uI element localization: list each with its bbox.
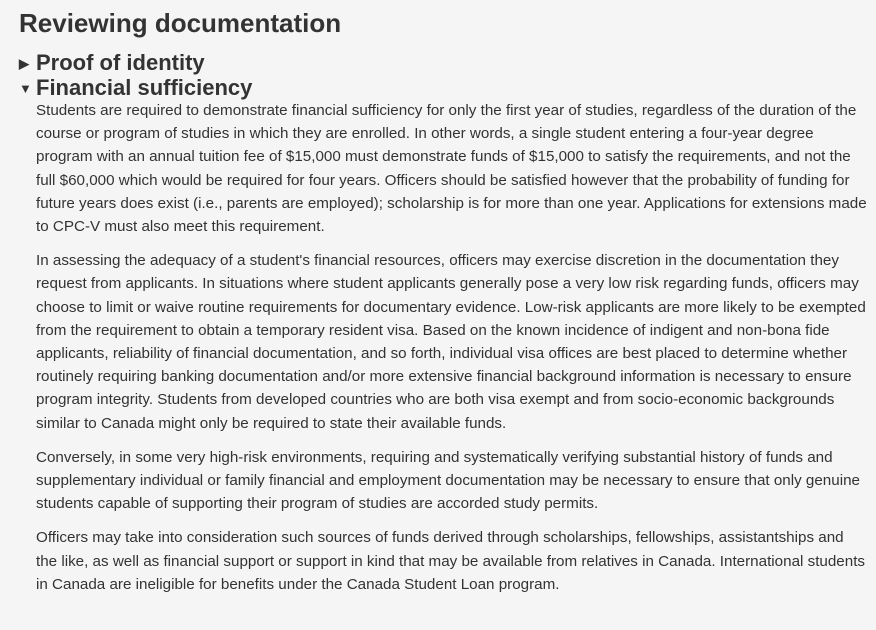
triangle-right-icon: ▶ [19, 55, 29, 71]
section-label: Financial sufficiency [36, 75, 253, 100]
triangle-down-icon: ▼ [19, 80, 32, 96]
section-toggle-financial-sufficiency[interactable] [19, 75, 252, 101]
paragraph: Students are required to demonstrate financial sufficiency for only the first year of studies, regardless of the duration of the course or program of studies in which they are enrolled. In other words, a single student entering a four-year degree program with an annual tuition fee of $15,000 must demonstrate funds of $15,000 to satisfy the requirements, and not the full $60,000 which would be required for four years. Officers should be satisfied however that the probability of funding for future years does exist (i.e., parents are employed); scholarship is for more than one year. Applications for extensions made to CPC-V must also meet this requirement. [36, 102, 867, 236]
section-label: Proof of identity [36, 50, 205, 75]
page-title: Reviewing documentation [19, 8, 342, 38]
section-content-financial-sufficiency [36, 99, 868, 607]
section-toggle-proof-of-identity[interactable] [19, 50, 205, 76]
paragraph: Conversely, in some very high-risk environments, requiring and systematically verifying substantial history of funds and supplementary individual or family financial and employment documentation may be necessary to ensure that only genuine students capable of supporting their program of studies are accorded study permits. [36, 448, 860, 513]
paragraph: Officers may take into consideration such sources of funds derived through scholarships, fellowships, assistantships and the like, as well as financial support or support in kind that may be available from relatives in Canada. International students in Canada are ineligible for benefits under the Canada Student Loan program. [36, 529, 866, 593]
paragraph: In assessing the adequacy of a student's financial resources, officers may exercise discretion in the documentation they request from applicants. In situations where student applicants generally pose a very low risk regarding funds, officers may choose to limit or waive routine requirements for documentary evidence. Low-risk applicants are more likely to be exempted from the requirement to obtain a temporary resident visa. Based on the known incidence of indigent and non-bona fide applicants, reliability of financial documentation, and so forth, individual visa offices are best placed to determine whether routinely requiring banking documentation and/or more extensive financial background information is necessary to ensure program integrity. Students from developed countries who are both visa exempt and from socio-economic backgrounds similar to Canada might only be required to state their available funds. [36, 252, 866, 432]
